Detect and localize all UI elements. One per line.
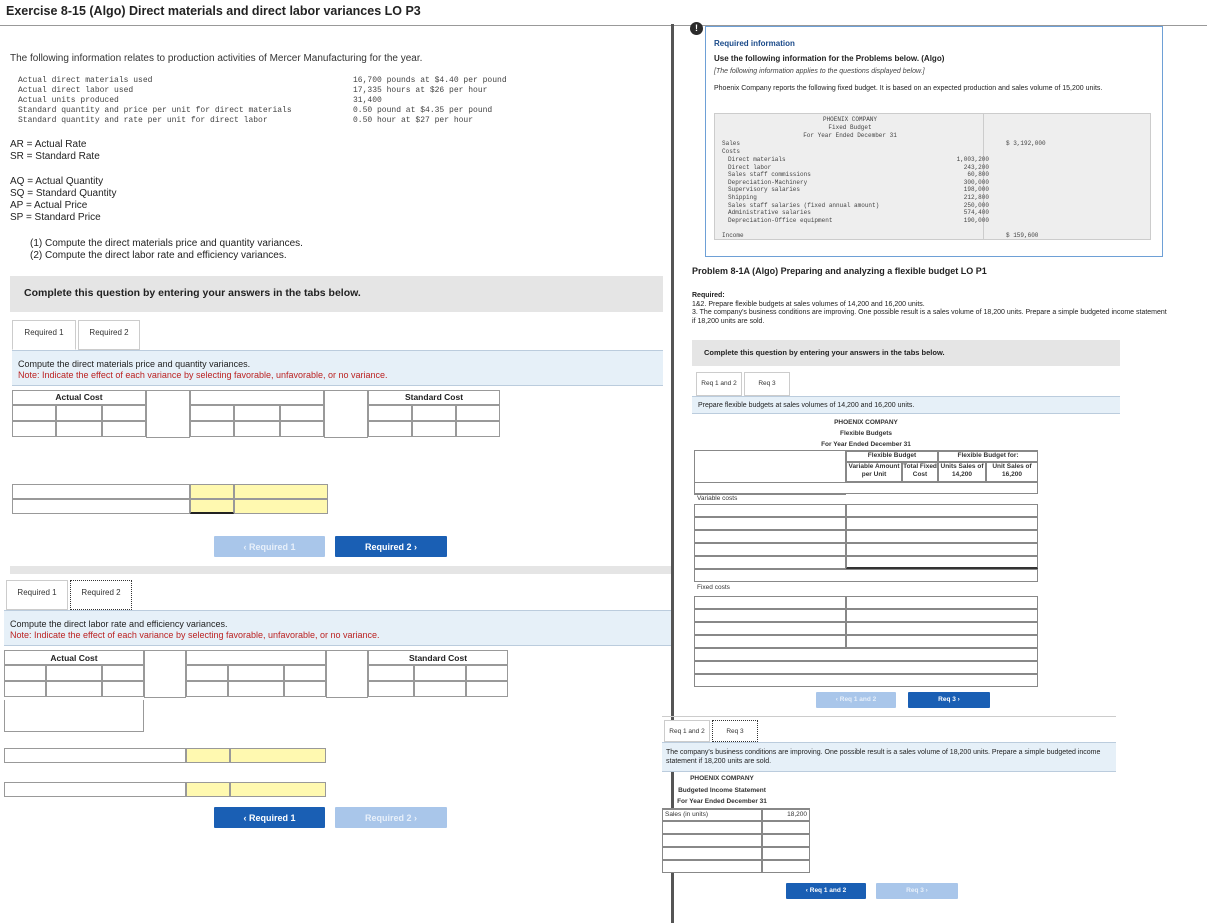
sales-units-value-cell [762,809,810,821]
divider [662,716,1116,717]
section-divider [10,566,671,574]
col-total-fixed: Total Fixed Cost [902,462,938,482]
is-title: Budgeted Income Statement [678,787,766,794]
col-variable-amount: Variable Amount per Unit [846,462,902,482]
input-cell[interactable] [368,405,412,421]
page-title: Exercise 8-15 (Algo) Direct materials and direct labor variances LO P3 [6,4,421,18]
alert-icon: ! [690,22,703,35]
is-input-cell[interactable] [762,847,810,860]
input-cell[interactable] [12,405,56,421]
cost-item-value: 250,000 [963,201,989,209]
input-cell[interactable] [466,665,508,681]
complete-banner [692,340,1120,366]
flex-input-cell[interactable] [846,530,1038,543]
flex-input-cell[interactable] [846,635,1038,648]
standard-cost-header: Standard Cost [368,390,500,405]
cost-item-value: 190,000 [963,216,989,224]
grid-header-blank [190,390,324,405]
task-item: (2) Compute the direct labor rate and efficiency variances. [30,250,287,261]
income-value: $ 159,600 [1006,232,1039,239]
standard-cost-header: Standard Cost [368,650,508,665]
flex-input-cell[interactable] [694,530,846,543]
input-cell[interactable] [102,681,144,697]
variance-effect-select[interactable] [234,499,328,514]
req-info-heading: Use the following information for the Problems below. (Algo) [714,54,945,63]
required-block [692,292,1167,326]
fact-label: Actual units produced [18,96,119,105]
input-cell[interactable] [4,665,46,681]
variance-input[interactable] [4,782,186,797]
instruction-note: Note: Indicate the effect of each variance by selecting favorable, unfavorable, or no variance. [18,370,388,380]
is-input-cell[interactable] [762,821,810,834]
input-cell[interactable] [284,665,326,681]
chevron-right-icon: › [411,542,417,552]
prev-button-label: Required 1 [248,542,296,552]
chevron-right-icon: › [923,887,928,894]
labor-variance-grid [4,650,508,800]
fact-value: 17,335 hours at $26 per hour [353,86,488,95]
required-item: 3. The company's business conditions are improving. One possible result is a sales volume of 18,200 units. Prepare a simple budgeted income statement if 18,200 units are sold. [692,309,1167,325]
is-input-cell[interactable] [662,847,762,860]
req-info-text: Phoenix Company reports the following fixed budget. It is based on an expected production and sales volume of 15,200 units. [714,85,1103,92]
fact-value: 16,700 pounds at $4.40 per pound [353,76,507,85]
input-cell[interactable] [228,681,284,697]
fact-value: 0.50 hour at $27 per hour [353,116,474,125]
req-info-title: Required information [714,39,795,48]
actual-cost-header: Actual Cost [4,650,144,665]
input-cell[interactable] [46,681,102,697]
cost-item-value: 300,000 [963,178,989,186]
tab-req-1-and-2[interactable]: Req 1 and 2 [664,720,710,742]
chevron-left-icon: ‹ [835,696,840,703]
fixed-budget-company: PHOENIX COMPANY [822,116,877,123]
flex-company: PHOENIX COMPANY [834,419,898,426]
variance-input[interactable] [12,484,190,499]
flex-title: Flexible Budgets [839,430,892,437]
input-cell[interactable] [456,405,500,421]
next-button-label: Req 3 [906,887,924,894]
prev-button-label: Req 1 and 2 [809,887,847,894]
req3-instruction-panel [662,742,1116,772]
input-cell[interactable] [102,405,146,421]
input-cell[interactable] [56,405,102,421]
definition: SP = Standard Price [10,212,101,223]
required-label: Required: [692,292,725,299]
tab-required-2[interactable]: Required 2 [78,320,140,350]
flex-input-cell[interactable] [694,569,1038,582]
flex-input-cell[interactable] [846,543,1038,556]
variance-input[interactable] [12,499,190,514]
sales-value: $ 3,192,000 [1006,140,1046,147]
flex-input-cell[interactable] [694,661,1038,674]
flex-input-cell[interactable] [846,596,1038,609]
flex-input-cell[interactable] [694,556,846,569]
grid-spacer [326,650,368,698]
input-cell[interactable] [466,681,508,697]
input-cell[interactable] [414,681,466,697]
variance-effect-select[interactable] [190,499,234,514]
task-item: (1) Compute the direct materials price and quantity variances. [30,238,303,249]
cost-item-value: 243,200 [963,163,989,171]
rate-definitions [10,139,100,163]
grid-header-blank [186,650,326,665]
input-cell[interactable] [234,421,280,437]
prev-required-1-button[interactable] [214,536,325,557]
costs-label: Costs [722,148,741,155]
fixed-costs-label: Fixed costs [697,584,730,591]
input-cell[interactable] [190,421,234,437]
cost-item-value: 60,800 [967,171,989,179]
cost-item-label: Direct materials [728,156,786,163]
prev-button-label: Required 1 [248,813,296,823]
task-list [30,238,303,262]
cost-item-label: Depreciation-Machinery [728,178,808,186]
input-cell[interactable] [234,405,280,421]
cost-item-label: Sales staff commissions [728,171,811,179]
cost-item-label: Direct labor [728,163,772,171]
actual-cost-header: Actual Cost [12,390,146,405]
instruction-text: Compute the direct labor rate and efficiency variances. [10,619,228,629]
chevron-right-icon: › [955,696,960,703]
variance-input[interactable] [4,748,186,763]
input-cell[interactable] [414,665,466,681]
cost-item-value: 212,800 [963,193,989,201]
input-cell[interactable] [412,405,456,421]
next-req-3-button[interactable] [876,883,958,899]
instruction-panel [12,350,663,386]
col-units-14200: Units Sales of 14,200 [938,462,986,482]
input-cell[interactable] [12,421,56,437]
input-cell[interactable] [102,665,144,681]
fact-value: 31,400 [353,96,382,105]
variance-effect-select[interactable] [190,484,234,499]
input-cell[interactable] [228,665,284,681]
flex-instruction-panel [692,396,1120,414]
variance-effect-select[interactable] [186,782,230,797]
cost-items [728,156,1128,224]
intro-text: The following information relates to production activities of Mercer Manufacturing for the year. [10,53,423,64]
req-info-italic: [The following information applies to the questions displayed below.] [714,68,925,75]
complete-banner [10,276,663,312]
input-cell[interactable] [368,681,414,697]
flex-input-cell[interactable] [694,543,846,556]
grid-spacer [4,700,144,732]
input-cell[interactable] [280,405,324,421]
prev-button-label: Req 1 and 2 [839,696,877,703]
definition: SR = Standard Rate [10,151,100,162]
input-cell[interactable] [280,421,324,437]
sales-units-value: 18,200 [787,811,807,818]
input-cell[interactable] [186,665,228,681]
instruction-note: Note: Indicate the effect of each variance by selecting favorable, unfavorable, or no variance. [10,630,380,640]
variance-effect-select[interactable] [186,748,230,763]
cost-item-label: Administrative salaries [728,209,811,217]
tab-req-3[interactable]: Req 3 [744,372,790,396]
input-cell[interactable] [4,681,46,697]
chevron-left-icon: ‹ [243,542,249,552]
input-cell[interactable] [56,421,102,437]
is-input-cell[interactable] [662,821,762,834]
flex-group-header: Flexible Budget for: [938,451,1038,462]
flex-input-cell[interactable] [694,674,1038,687]
variance-effect-select[interactable] [234,484,328,499]
complete-banner-text: Complete this question by entering your answers in the tabs below. [24,287,361,299]
cost-item-value: 1,003,200 [956,156,989,163]
flex-group-header: Flexible Budget [846,451,938,462]
next-req-3-button[interactable] [908,692,990,708]
next-button-label: Required 2 [364,542,412,552]
flex-input-cell[interactable] [694,635,846,648]
grid-spacer [144,650,186,698]
chevron-right-icon: › [411,813,417,823]
sales-units-label: Sales (in units) [665,811,708,818]
tab-required-1[interactable]: Required 1 [6,580,68,610]
definition: SQ = Standard Quantity [10,188,117,199]
flex-input-cell[interactable] [846,609,1038,622]
variance-effect-select[interactable] [230,748,326,763]
sales-units-label-cell [662,809,762,821]
input-cell[interactable] [102,421,146,437]
income-label: Income [722,232,744,239]
input-cell[interactable] [368,421,412,437]
fact-value: 0.50 pound at $4.35 per pound [353,106,493,115]
next-button-label: Req 3 [938,696,956,703]
input-cell[interactable] [190,405,234,421]
flex-input-cell[interactable] [694,504,846,517]
input-cell[interactable] [456,421,500,437]
tab-required-2[interactable]: Required 2 [70,580,132,610]
flex-input-cell[interactable] [846,622,1038,635]
fact-label: Actual direct labor used [18,86,134,95]
fact-label: Standard quantity and price per unit for direct materials [18,106,292,115]
next-button-label: Required 2 [364,813,412,823]
required-item: 1&2. Prepare flexible budgets at sales volumes of 14,200 and 16,200 units. [692,300,925,308]
tab-req-1-and-2[interactable]: Req 1 and 2 [696,372,742,396]
grid-spacer [146,390,190,438]
materials-variance-grid [12,390,500,530]
fixed-budget-title: Fixed Budget [828,124,872,131]
cost-item-label: Supervisory salaries [728,186,801,194]
flex-input-cell[interactable] [694,596,846,609]
required-information-box [705,26,1163,257]
flexible-budget-table [694,417,1038,687]
prev-req-1-and-2-button[interactable] [816,692,896,708]
is-period: For Year Ended December 31 [677,798,767,805]
flex-period: For Year Ended December 31 [821,441,911,448]
flex-input-cell[interactable] [846,556,1038,569]
complete-banner-text: Complete this question by entering your answers in the tabs below. [704,348,945,357]
col-units-16200: Unit Sales of 16,200 [986,462,1038,482]
input-cell[interactable] [412,421,456,437]
is-input-cell[interactable] [762,860,810,873]
next-required-2-button[interactable] [335,807,447,828]
flex-input-cell[interactable] [846,517,1038,530]
instruction-text: Compute the direct materials price and quantity variances. [18,359,251,369]
input-cell[interactable] [46,665,102,681]
fixed-budget-period: For Year Ended December 31 [803,132,897,139]
cost-item-value: 574,400 [963,209,989,217]
quantity-definitions [10,176,116,224]
flex-input-cell[interactable] [694,622,846,635]
cost-item-value: 198,000 [963,186,989,194]
definition: AQ = Actual Quantity [10,176,104,187]
flex-input-cell[interactable] [694,609,846,622]
chevron-left-icon: ‹ [805,887,810,894]
instruction-panel [4,610,671,646]
input-cell[interactable] [186,681,228,697]
cost-item-label: Depreciation-Office equipment [728,216,833,224]
is-input-cell[interactable] [662,860,762,873]
facts-table [18,76,538,126]
sales-label: Sales [722,140,741,147]
flex-input-row[interactable] [694,482,1038,494]
prev-req-1-and-2-button[interactable] [786,883,866,899]
next-required-2-button[interactable] [335,536,447,557]
flex-input-cell[interactable] [694,517,846,530]
req3-instruction-text: The company's business conditions are improving. One possible result is a sales volume of 18,200 units. Prepare a simple budgeted income statement if 18,200 units are sold. [666,749,1101,765]
variance-effect-select[interactable] [230,782,326,797]
budgeted-income-statement [662,774,810,884]
flex-instruction-text: Prepare flexible budgets at sales volumes of 14,200 and 16,200 units. [698,402,915,409]
cost-item-label: Shipping [728,193,757,201]
input-cell[interactable] [284,681,326,697]
fact-label: Standard quantity and rate per unit for direct labor [18,116,268,125]
cost-item-label: Sales staff salaries (fixed annual amount) [728,201,880,209]
problem-title: Problem 8-1A (Algo) Preparing and analyzing a flexible budget LO P1 [692,266,987,276]
input-cell[interactable] [368,665,414,681]
is-input-cell[interactable] [762,834,810,847]
tab-required-1[interactable]: Required 1 [12,320,76,350]
is-company: PHOENIX COMPANY [690,775,754,782]
tab-req-3[interactable]: Req 3 [712,720,758,742]
variable-costs-label: Variable costs [697,495,738,502]
definition: AR = Actual Rate [10,139,87,150]
grid-spacer [324,390,368,438]
definition: AP = Actual Price [10,200,88,211]
chevron-left-icon: ‹ [243,813,249,823]
prev-required-1-button[interactable] [214,807,325,828]
flex-input-cell[interactable] [694,648,1038,661]
is-input-cell[interactable] [662,834,762,847]
flex-input-cell[interactable] [846,504,1038,517]
fact-label: Actual direct materials used [18,76,153,85]
